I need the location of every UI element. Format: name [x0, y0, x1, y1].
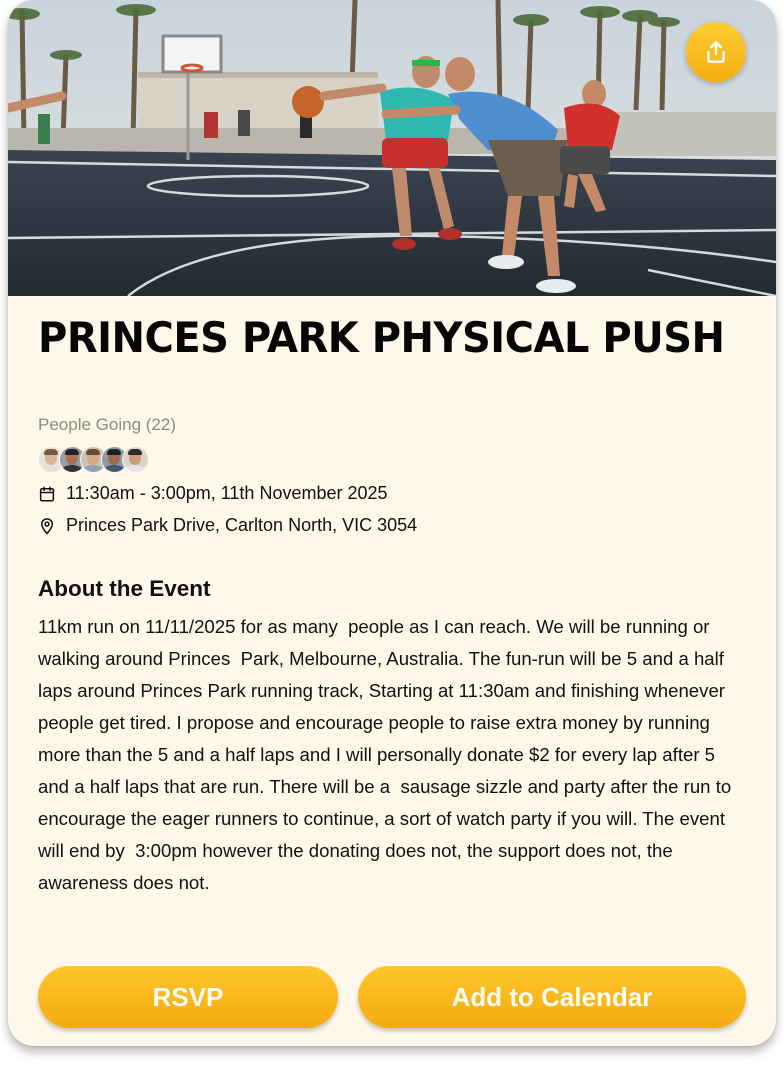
event-card: [8, 0, 776, 1046]
map-pin-icon: [38, 517, 56, 535]
event-hero-image: [8, 0, 776, 296]
about-description: 11km run on 11/11/2025 for as many people as I can reach. We will be running or walking around Princes Park, Melbourne, Australia. The fun-run will be 5 and a half laps around Princes Park running track, Starting at 11:30am and finishing whenever people get tired. I propose and encourage people to raise extra money by running more than the 5 and a half laps and I will personally donate $2 for every lap after 5 and a half laps that are run. There will be a sausage sizzle and party after the run to encourage the eager runners to continue, a sort of watch party if you will. The event will end by 3:00pm however the donating does not, the support does not, the awareness does not.: [38, 616, 737, 893]
add-to-calendar-button[interactable]: Add to Calendar: [358, 966, 746, 1028]
event-location[interactable]: Princes Park Drive, Carlton North, VIC 3054: [66, 515, 418, 535]
event-title: PRINCES PARK PHYSICAL PUSH: [38, 314, 725, 363]
event-datetime: 11:30am - 3:00pm, 11th November 2025: [66, 483, 388, 503]
share-icon: [703, 39, 729, 65]
event-location-row: [38, 515, 417, 536]
about-heading: About the Event: [38, 576, 211, 601]
event-datetime-row: [38, 483, 388, 504]
attendee-avatars[interactable]: [38, 446, 143, 472]
calendar-icon: [38, 485, 56, 503]
people-going-count: People Going (22): [38, 415, 176, 434]
share-button[interactable]: [686, 22, 746, 82]
avatar[interactable]: [122, 446, 149, 473]
rsvp-button[interactable]: RSVP: [38, 966, 338, 1028]
